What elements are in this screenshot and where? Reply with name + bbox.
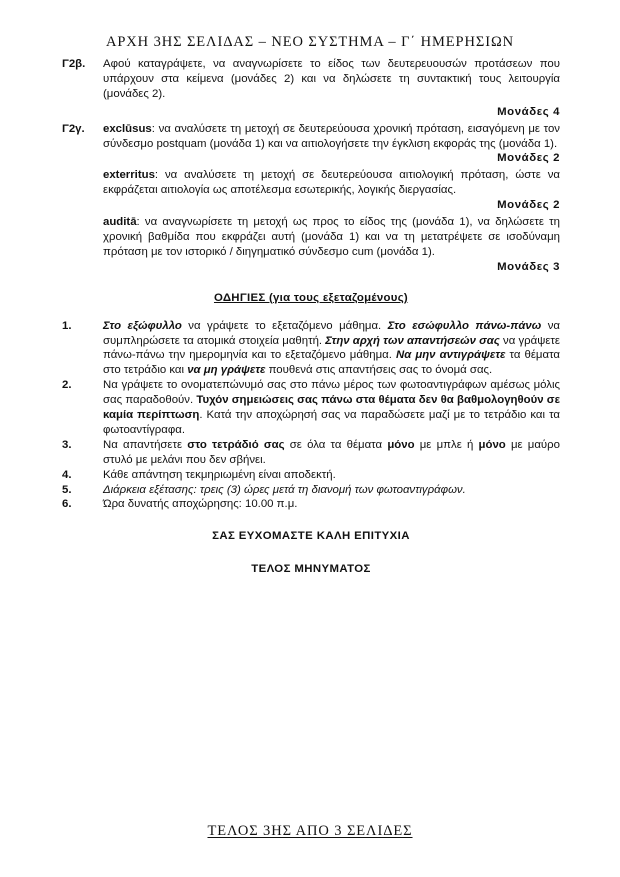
question-g2g-item-exterritus-marks: Μονάδες 2: [497, 199, 560, 212]
instruction-item-1: [62, 319, 560, 379]
question-g2g-item-exclusus-text: : να αναλύσετε τη μετοχή σε δευτερεύουσα χρονική πρόταση, εισαγόμενη με τον σύνδεσμο postquam (μονάδα 1) και να αιτιολογήσετε την έγκλιση εκφοράς της (μονάδα 1).: [103, 122, 560, 150]
question-g2b-marks: Μονάδες 4: [497, 105, 560, 118]
instruction-item-2: [62, 378, 560, 438]
term-audita: auditā: [103, 216, 137, 229]
instruction-number: 2.: [62, 379, 72, 392]
instruction-text: Να απαντήσετε: [103, 438, 188, 451]
question-g2g-item-exterritus-text: : να αναλύσετε τη μετοχή σε δευτερεύουσα αιτιολογική πρόταση, ώστε να εκφράζεται αιτιολογία ως αποτέλεσμα εσωτερικής, λογικής διεργασίας.: [103, 169, 560, 197]
instruction-text: να γράψετε πάνω-πάνω την ημερομηνία και το εξεταζόμενο μάθημα.: [103, 334, 561, 362]
term-exclusus: exclūsus: [103, 122, 152, 135]
end-of-message: ΤΕΛΟΣ ΜΗΝΥΜΑΤΟΣ: [251, 563, 371, 576]
question-g2g-item-audita-text: : να αναγνωρίσετε τη μετοχή ως προς το είδος της (μονάδα 1), να δηλώσετε τη χρονική βαθμίδα που εκφράζει αυτή (μονάδα 1) και να τη μετατρέψετε σε ισοδύναμη πρόταση με τον ιστορικό / διηγηματικό σύνδεσμο cum (μονάδα 1).: [103, 216, 560, 258]
question-g2b: [62, 57, 560, 102]
instruction-item-4: [62, 468, 560, 483]
instruction-text: τα θέματα στο τετράδιο και: [103, 349, 560, 377]
question-g2g-item-audita: [62, 215, 560, 260]
instruction-text: πουθενά στις απαντήσεις σας το όνομά σας.: [265, 364, 493, 377]
instruction-emphasis: Στο εξώφυλλο: [103, 319, 182, 332]
instruction-emphasis: να μη γράψετε: [187, 364, 266, 377]
instruction-number: 1.: [62, 319, 72, 332]
instruction-number: 5.: [62, 483, 72, 496]
instruction-emphasis: μόνο: [478, 438, 506, 451]
instruction-text: Ώρα δυνατής αποχώρησης: 10.00 π.μ.: [103, 498, 298, 511]
instruction-emphasis: Στην αρχή των απαντήσεών σας: [325, 334, 500, 347]
instruction-emphasis: στο τετράδιό σας: [187, 438, 285, 451]
instruction-number: 3.: [62, 438, 72, 451]
page-footer: ΤΕΛΟΣ 3ΗΣ ΑΠΟ 3 ΣΕΛΙΔΕΣ: [207, 823, 413, 839]
instruction-text: Να γράψετε το ονοματεπώνυμό σας στο πάνω μέρος των φωτοαντιγράφων αμέσως μόλις σας παραδοθούν.: [103, 379, 560, 407]
instruction-text: να γράψετε το εξεταζόμενο μάθημα.: [181, 319, 388, 332]
instruction-text: . Κατά την αποχώρησή σας να παραδώσετε μαζί με το τετράδιο και τα φωτοαντίγραφα.: [103, 409, 560, 436]
instruction-text: με μπλε ή: [414, 438, 479, 451]
instructions-title: ΟΔΗΓΙΕΣ (για τους εξεταζομένους): [213, 291, 409, 304]
question-g2g-item-audita-marks: Μονάδες 3: [497, 260, 560, 273]
instruction-emphasis: Τυχόν σημειώσεις σας πάνω στα θέματα δεν θα βαθμολογηθούν σε καμία περίπτωση: [103, 394, 561, 422]
question-g2g-item-exterritus: [62, 168, 560, 198]
question-g2g-item-exclusus-marks: Μονάδες 2: [497, 152, 560, 165]
question-g2g-item-exclusus: [62, 122, 560, 152]
closing-wish: ΣΑΣ ΕΥΧΟΜΑΣΤΕ ΚΑΛΗ ΕΠΙΤΥΧΙΑ: [212, 530, 410, 543]
instruction-number: 6.: [62, 498, 72, 511]
question-g2b-text: Αφού καταγράψετε, να αναγνωρίσετε το είδος των δευτερευουσών προτάσεων που υπάρχουν στα κείμενα (μονάδες 2) και να δηλώσετε τη συντακτική τους λειτουργία (μονάδες 2).: [103, 58, 560, 100]
question-g2b-label: Γ2β.: [62, 58, 86, 70]
instruction-number: 4.: [62, 468, 72, 481]
question-g2g-label: Γ2γ.: [62, 122, 85, 135]
instruction-text: Διάρκεια εξέτασης: τρεις (3) ώρες μετά τη διανομή των φωτοαντιγράφων.: [103, 483, 466, 496]
instruction-item-3: [62, 438, 560, 468]
page-body: [62, 57, 560, 577]
instruction-item-6: [62, 497, 560, 512]
instruction-text: να συμπληρώσετε τα ατομικά στοιχεία μαθητή.: [103, 319, 560, 347]
instruction-emphasis: Να μην αντιγράψετε: [395, 349, 506, 362]
page-header: ΑΡΧΗ 3ΗΣ ΣΕΛΙΔΑΣ – ΝΕΟ ΣΥΣΤΗΜΑ – Γ΄ ΗΜΕΡΗΣΙΩΝ: [105, 34, 515, 50]
instruction-text: σε όλα τα θέματα: [284, 438, 388, 451]
instruction-text: με μαύρο στυλό με μελάνι που δεν σβήνει.: [103, 438, 560, 466]
term-exterritus: exterritus: [103, 169, 155, 182]
instruction-item-5: [62, 483, 560, 498]
instruction-emphasis: Στο εσώφυλλο πάνω-πάνω: [387, 319, 542, 332]
instruction-text: Κάθε απάντηση τεκμηριωμένη είναι αποδεκτή.: [103, 468, 336, 481]
instruction-emphasis: μόνο: [387, 438, 415, 451]
